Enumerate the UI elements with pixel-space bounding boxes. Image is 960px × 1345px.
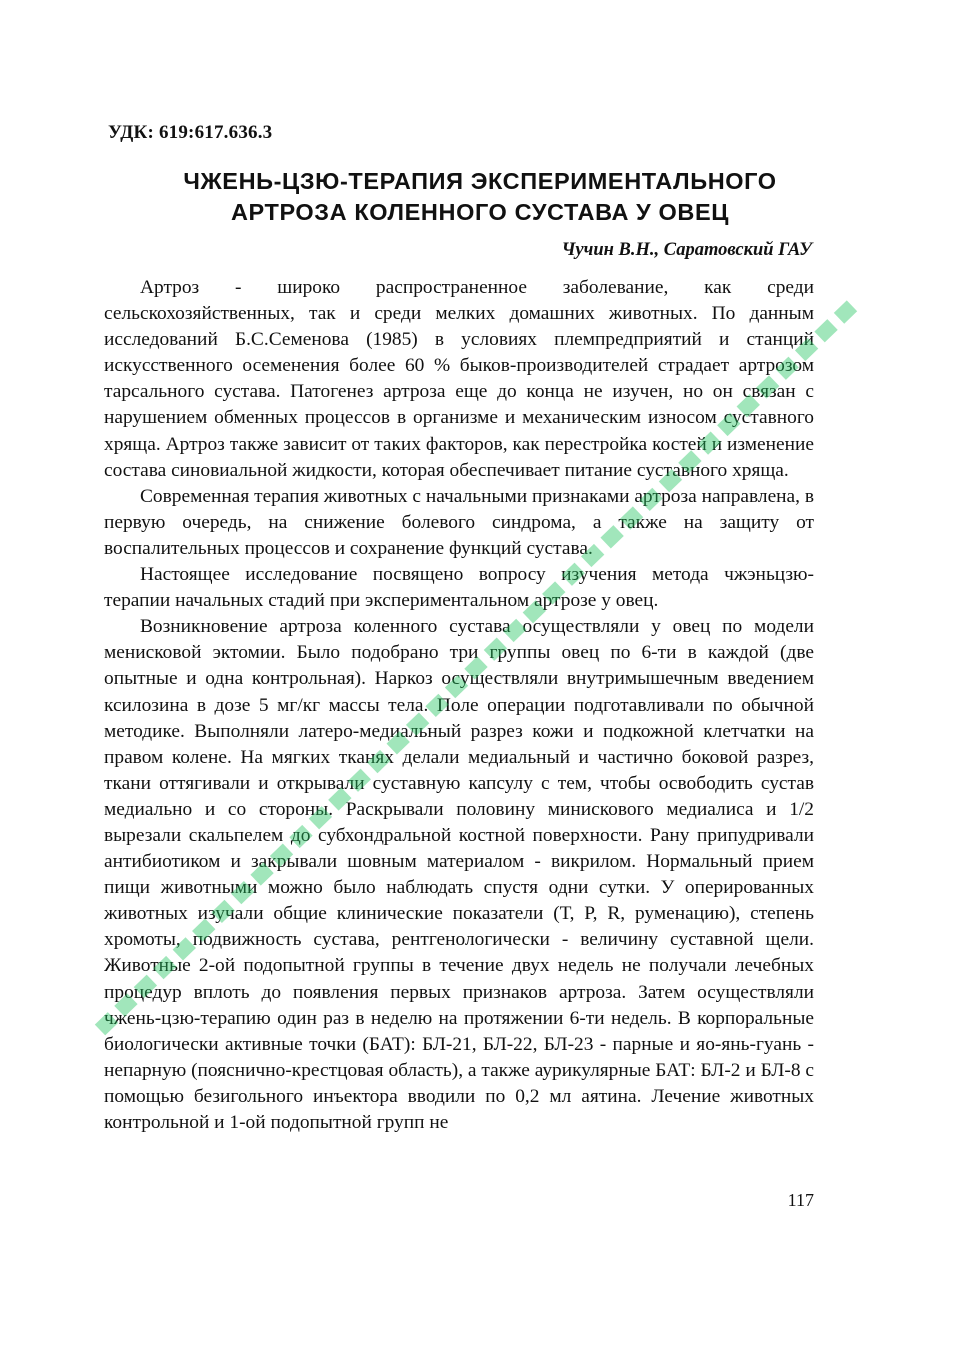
body-paragraph-2: Современная терапия животных с начальными признаками артроза направлена, в первую очередь, на снижение болевого синдрома, а также на защиту от воспалительных процессов и сохранение функций сустава. [104, 485, 815, 559]
article-title-line-1: ЧЖЕНЬ-ЦЗЮ-ТЕРАПИЯ ЭКСПЕРИМЕНТАЛЬНОГО [183, 168, 777, 194]
body-paragraph-4: Возникновение артроза коленного сустава осуществляли у овец по модели менисковой эктомии. Было подобрано три группы овец по 6-ти в каждой (две опытные и одна контрольная). Наркоз осуществляли внутримышечным введением ксилозина в дозе 5 мг/кг массы тела. Поле операции подготавливали по обычной методике. Выполняли латеро-медиальный разрез кожи и подкожной клетчатки на правом колене. На мягких тканях делали медиальный и частично боковой разрез, ткани оттягивали и открывали суставную капсулу с тем, чтобы освободить сустав медиально и со стороны. Раскрывали половину минискового медиалиса и 1/2 вырезали скальпелем до субхондральной костной поверхности. Рану припудривали антибиотиком и закрывали шовным материалом - викрилом. Нормальный прием пищи животными можно было наблюдать спустя одни сутки. У оперированных животных изучали общие клинические показатели (Т, Р, R, руменацию), степень хромоты, подвижность сустава, рентгенологически - величину суставной щели. Животные 2-ой подопытной группы в течение двух недель не получали лечебных процедур вплоть до появления первых признаков артроза. Затем осуществляли чжень-цзю-терапию один раз в неделю на протяжении 6-ти недель. В корпоральные биологически активные точки (БАТ): БЛ-21, БЛ-22, БЛ-23 - парные и яо-янь-гуань - непарную (пояснично-крестцовая область), а также аурикулярные БАТ: БЛ-2 и БЛ-8 с помощью безигольного инъектора вводили по 0,2 мл аятина. Лечение животных контрольной и 1-ой подопытной групп не [104, 616, 814, 1133]
body-paragraph-3: Настоящее исследование посвящено вопросу изучения метода чжэньцзю-терапии начальных стадий при экспериментальном артрозе у овец. [104, 564, 814, 612]
article-body [104, 275, 814, 1136]
udk-code: УДК: 619:617.636.3 [108, 122, 273, 143]
page-number: 117 [787, 1190, 814, 1210]
article-title [100, 166, 860, 228]
article-author: Чучин В.Н., Саратовский ГАУ [561, 240, 812, 260]
body-paragraph-1: Артроз - широко распространенное заболевание, как среди сельскохозяйственных, так и среди мелких домашних животных. По данным исследований Б.С.Семенова (1985) в условиях племпредприятий и станций искусственного осеменения более 60 % быков-производителей страдает артрозом тарсального сустава. Патогенез артроза еще до конца не изучен, но он связан с нарушением обменных процессов в организме и механическим износом суставного хряща. Артроз также зависит от таких факторов, как перестройка костей и изменение состава синовиальной жидкости, которая обеспечивает питание суставного хряща. [104, 277, 814, 481]
article-title-line-2: АРТРОЗА КОЛЕННОГО СУСТАВА У ОВЕЦ [230, 199, 730, 225]
